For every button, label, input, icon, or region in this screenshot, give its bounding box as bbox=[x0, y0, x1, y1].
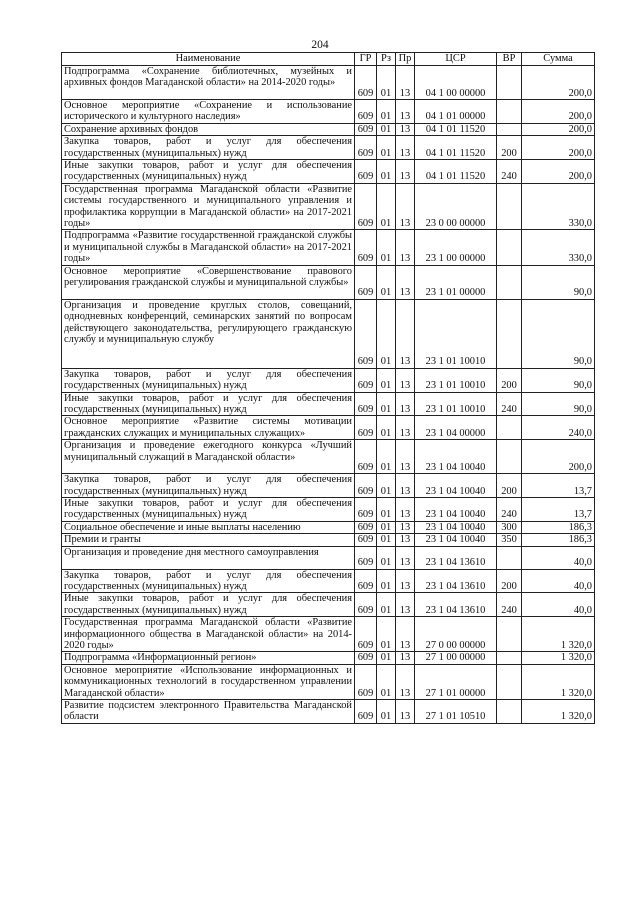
row-pr: 13 bbox=[396, 66, 415, 100]
row-pr: 13 bbox=[396, 569, 415, 593]
header-rz: Рз bbox=[377, 53, 396, 66]
row-pr: 13 bbox=[396, 368, 415, 392]
row-name: Закупка товаров, работ и услуг для обеспечения государственных (муниципальных) нужд bbox=[62, 368, 355, 392]
row-gr: 609 bbox=[355, 100, 377, 124]
row-rz: 01 bbox=[377, 392, 396, 416]
row-vr bbox=[497, 299, 522, 368]
row-name: Премии и гранты bbox=[62, 534, 355, 546]
table-row bbox=[62, 700, 595, 724]
row-vr bbox=[497, 123, 522, 135]
row-vr bbox=[497, 100, 522, 124]
row-rz: 01 bbox=[377, 183, 396, 230]
row-vr: 240 bbox=[497, 593, 522, 617]
row-vr bbox=[497, 416, 522, 440]
row-csr: 23 1 01 10010 bbox=[415, 392, 497, 416]
row-pr: 13 bbox=[396, 497, 415, 521]
row-rz: 01 bbox=[377, 700, 396, 724]
row-pr: 13 bbox=[396, 534, 415, 546]
table-row bbox=[62, 392, 595, 416]
page-number: 204 bbox=[311, 39, 329, 51]
row-gr: 609 bbox=[355, 521, 377, 533]
row-sum: 200,0 bbox=[522, 123, 595, 135]
row-pr: 13 bbox=[396, 136, 415, 160]
row-csr: 04 1 01 00000 bbox=[415, 100, 497, 124]
row-gr: 609 bbox=[355, 440, 377, 474]
row-pr: 13 bbox=[396, 700, 415, 724]
row-sum: 200,0 bbox=[522, 440, 595, 474]
row-pr: 13 bbox=[396, 230, 415, 265]
row-gr: 609 bbox=[355, 123, 377, 135]
row-gr: 609 bbox=[355, 66, 377, 100]
row-gr: 609 bbox=[355, 593, 377, 617]
row-rz: 01 bbox=[377, 416, 396, 440]
row-sum: 90,0 bbox=[522, 368, 595, 392]
row-rz: 01 bbox=[377, 617, 396, 652]
row-gr: 609 bbox=[355, 617, 377, 652]
row-csr: 23 1 04 13610 bbox=[415, 569, 497, 593]
row-rz: 01 bbox=[377, 497, 396, 521]
row-sum: 1 320,0 bbox=[522, 617, 595, 652]
row-csr: 27 1 01 10510 bbox=[415, 700, 497, 724]
row-name: Подпрограмма «Развитие государственной гражданской службы и муниципальной службы в Магаданской области» на 2017-2021 годы» bbox=[62, 230, 355, 265]
row-name: Подпрограмма «Сохранение библиотечных, музейных и архивных фондов Магаданской области» на 2014-2020 годы» bbox=[62, 66, 355, 100]
row-name: Социальное обеспечение и иные выплаты населению bbox=[62, 521, 355, 533]
row-vr bbox=[497, 700, 522, 724]
row-name: Организация и проведение круглых столов, совещаний, однодневных конференций, семинарских занятий по вопросам действующего законодательства, регулирующего гражданскую службу и муниципальную службу bbox=[62, 299, 355, 368]
row-csr: 04 1 01 11520 bbox=[415, 160, 497, 184]
row-csr: 04 1 00 00000 bbox=[415, 66, 497, 100]
header-gr: ГР bbox=[355, 53, 377, 66]
row-pr: 13 bbox=[396, 521, 415, 533]
row-sum: 90,0 bbox=[522, 265, 595, 299]
row-sum: 40,0 bbox=[522, 593, 595, 617]
row-name: Основное мероприятие «Сохранение и использование исторического и культурного наследия» bbox=[62, 100, 355, 124]
row-gr: 609 bbox=[355, 497, 377, 521]
row-vr bbox=[497, 617, 522, 652]
row-pr: 13 bbox=[396, 664, 415, 699]
table-row bbox=[62, 230, 595, 265]
row-pr: 13 bbox=[396, 474, 415, 498]
row-pr: 13 bbox=[396, 160, 415, 184]
row-name: Развитие подсистем электронного Правительства Магаданской области bbox=[62, 700, 355, 724]
header-sum: Сумма bbox=[522, 53, 595, 66]
row-pr: 13 bbox=[396, 265, 415, 299]
row-sum: 1 320,0 bbox=[522, 700, 595, 724]
table-row bbox=[62, 593, 595, 617]
table-row bbox=[62, 136, 595, 160]
row-csr: 04 1 01 11520 bbox=[415, 123, 497, 135]
budget-table bbox=[61, 52, 595, 724]
row-gr: 609 bbox=[355, 299, 377, 368]
table-row bbox=[62, 497, 595, 521]
row-sum: 186,3 bbox=[522, 521, 595, 533]
table-header-row bbox=[62, 53, 595, 66]
row-vr bbox=[497, 66, 522, 100]
row-vr bbox=[497, 546, 522, 569]
header-name: Наименование bbox=[62, 53, 355, 66]
row-pr: 13 bbox=[396, 416, 415, 440]
row-sum: 40,0 bbox=[522, 569, 595, 593]
row-gr: 609 bbox=[355, 230, 377, 265]
row-name: Государственная программа Магаданской области «Развитие системы государственного и муниципального управления и профилактика коррупции в Магаданской области» на 2017-2021 годы» bbox=[62, 183, 355, 230]
table-body bbox=[62, 66, 595, 724]
row-sum: 200,0 bbox=[522, 136, 595, 160]
row-gr: 609 bbox=[355, 183, 377, 230]
row-gr: 609 bbox=[355, 700, 377, 724]
row-vr: 240 bbox=[497, 160, 522, 184]
row-rz: 01 bbox=[377, 546, 396, 569]
row-name: Иные закупки товаров, работ и услуг для обеспечения государственных (муниципальных) нужд bbox=[62, 392, 355, 416]
row-vr bbox=[497, 652, 522, 664]
header-vr: ВР bbox=[497, 53, 522, 66]
table-row bbox=[62, 652, 595, 664]
row-name: Иные закупки товаров, работ и услуг для обеспечения государственных (муниципальных) нужд bbox=[62, 160, 355, 184]
row-pr: 13 bbox=[396, 392, 415, 416]
row-vr: 200 bbox=[497, 474, 522, 498]
table-row bbox=[62, 664, 595, 699]
row-sum: 330,0 bbox=[522, 183, 595, 230]
row-sum: 1 320,0 bbox=[522, 664, 595, 699]
row-gr: 609 bbox=[355, 416, 377, 440]
row-name: Закупка товаров, работ и услуг для обеспечения государственных (муниципальных) нужд bbox=[62, 474, 355, 498]
row-vr bbox=[497, 183, 522, 230]
row-name: Закупка товаров, работ и услуг для обеспечения государственных (муниципальных) нужд bbox=[62, 136, 355, 160]
row-sum: 200,0 bbox=[522, 100, 595, 124]
row-pr: 13 bbox=[396, 183, 415, 230]
row-sum: 90,0 bbox=[522, 392, 595, 416]
table-row bbox=[62, 265, 595, 299]
row-vr: 240 bbox=[497, 497, 522, 521]
row-rz: 01 bbox=[377, 440, 396, 474]
row-rz: 01 bbox=[377, 123, 396, 135]
row-pr: 13 bbox=[396, 123, 415, 135]
table-row bbox=[62, 416, 595, 440]
row-csr: 23 1 01 10010 bbox=[415, 299, 497, 368]
row-rz: 01 bbox=[377, 534, 396, 546]
row-pr: 13 bbox=[396, 546, 415, 569]
row-vr: 200 bbox=[497, 569, 522, 593]
row-sum: 200,0 bbox=[522, 66, 595, 100]
table-row bbox=[62, 617, 595, 652]
row-csr: 27 1 01 00000 bbox=[415, 664, 497, 699]
row-name: Основное мероприятие «Использование информационных и коммуникационных технологий в государственном управлении Магаданской области» bbox=[62, 664, 355, 699]
row-name: Иные закупки товаров, работ и услуг для обеспечения государственных (муниципальных) нужд bbox=[62, 497, 355, 521]
row-rz: 01 bbox=[377, 265, 396, 299]
header-csr: ЦСР bbox=[415, 53, 497, 66]
row-gr: 609 bbox=[355, 136, 377, 160]
table-row bbox=[62, 440, 595, 474]
row-pr: 13 bbox=[396, 617, 415, 652]
table-row bbox=[62, 123, 595, 135]
row-csr: 23 1 01 00000 bbox=[415, 265, 497, 299]
row-csr: 23 0 00 00000 bbox=[415, 183, 497, 230]
row-csr: 23 1 04 10040 bbox=[415, 534, 497, 546]
row-csr: 23 1 04 10040 bbox=[415, 497, 497, 521]
row-pr: 13 bbox=[396, 100, 415, 124]
table-row bbox=[62, 474, 595, 498]
row-name: Подпрограмма «Информационный регион» bbox=[62, 652, 355, 664]
table-row bbox=[62, 100, 595, 124]
row-rz: 01 bbox=[377, 474, 396, 498]
row-pr: 13 bbox=[396, 299, 415, 368]
row-sum: 1 320,0 bbox=[522, 652, 595, 664]
row-sum: 13,7 bbox=[522, 474, 595, 498]
row-vr: 350 bbox=[497, 534, 522, 546]
row-gr: 609 bbox=[355, 664, 377, 699]
row-sum: 240,0 bbox=[522, 416, 595, 440]
row-sum: 200,0 bbox=[522, 160, 595, 184]
row-csr: 23 1 04 10040 bbox=[415, 440, 497, 474]
table-row bbox=[62, 569, 595, 593]
row-csr: 23 1 01 10010 bbox=[415, 368, 497, 392]
row-vr bbox=[497, 265, 522, 299]
row-csr: 23 1 00 00000 bbox=[415, 230, 497, 265]
table-row bbox=[62, 66, 595, 100]
row-gr: 609 bbox=[355, 160, 377, 184]
row-gr: 609 bbox=[355, 652, 377, 664]
row-vr: 300 bbox=[497, 521, 522, 533]
table-row bbox=[62, 368, 595, 392]
row-vr: 240 bbox=[497, 392, 522, 416]
row-csr: 27 1 00 00000 bbox=[415, 652, 497, 664]
table-row bbox=[62, 534, 595, 546]
row-gr: 609 bbox=[355, 546, 377, 569]
row-vr bbox=[497, 440, 522, 474]
row-csr: 23 1 04 10040 bbox=[415, 474, 497, 498]
row-name: Иные закупки товаров, работ и услуг для обеспечения государственных (муниципальных) нужд bbox=[62, 593, 355, 617]
table-row bbox=[62, 183, 595, 230]
row-name: Основное мероприятие «Совершенствование правового регулирования гражданской службы и муниципальной службы» bbox=[62, 265, 355, 299]
row-sum: 330,0 bbox=[522, 230, 595, 265]
row-csr: 23 1 04 10040 bbox=[415, 521, 497, 533]
row-rz: 01 bbox=[377, 66, 396, 100]
row-gr: 609 bbox=[355, 368, 377, 392]
row-rz: 01 bbox=[377, 136, 396, 160]
row-sum: 13,7 bbox=[522, 497, 595, 521]
row-gr: 609 bbox=[355, 474, 377, 498]
row-name: Государственная программа Магаданской области «Развитие информационного общества в Магаданской области» на 2014-2020 годы» bbox=[62, 617, 355, 652]
row-vr bbox=[497, 664, 522, 699]
table-row bbox=[62, 521, 595, 533]
row-rz: 01 bbox=[377, 299, 396, 368]
row-pr: 13 bbox=[396, 593, 415, 617]
row-csr: 23 1 04 13610 bbox=[415, 546, 497, 569]
row-gr: 609 bbox=[355, 265, 377, 299]
row-rz: 01 bbox=[377, 100, 396, 124]
row-csr: 27 0 00 00000 bbox=[415, 617, 497, 652]
row-sum: 40,0 bbox=[522, 546, 595, 569]
header-pr: Пр bbox=[396, 53, 415, 66]
row-gr: 609 bbox=[355, 392, 377, 416]
row-vr bbox=[497, 230, 522, 265]
row-rz: 01 bbox=[377, 593, 396, 617]
row-name: Основное мероприятие «Развитие системы мотивации гражданских служащих и муниципальных служащих» bbox=[62, 416, 355, 440]
row-gr: 609 bbox=[355, 569, 377, 593]
table-row bbox=[62, 299, 595, 368]
row-rz: 01 bbox=[377, 652, 396, 664]
row-name: Организация и проведение дня местного самоуправления bbox=[62, 546, 355, 569]
row-rz: 01 bbox=[377, 230, 396, 265]
row-pr: 13 bbox=[396, 440, 415, 474]
table-row bbox=[62, 160, 595, 184]
table-row bbox=[62, 546, 595, 569]
row-rz: 01 bbox=[377, 368, 396, 392]
row-gr: 609 bbox=[355, 534, 377, 546]
row-csr: 04 1 01 11520 bbox=[415, 136, 497, 160]
row-rz: 01 bbox=[377, 521, 396, 533]
row-rz: 01 bbox=[377, 664, 396, 699]
row-csr: 23 1 04 13610 bbox=[415, 593, 497, 617]
row-name: Организация и проведение ежегодного конкурса «Лучший муниципальный служащий в Магаданской области» bbox=[62, 440, 355, 474]
row-sum: 186,3 bbox=[522, 534, 595, 546]
row-name: Сохранение архивных фондов bbox=[62, 123, 355, 135]
row-csr: 23 1 04 00000 bbox=[415, 416, 497, 440]
row-rz: 01 bbox=[377, 160, 396, 184]
row-name: Закупка товаров, работ и услуг для обеспечения государственных (муниципальных) нужд bbox=[62, 569, 355, 593]
row-rz: 01 bbox=[377, 569, 396, 593]
row-vr: 200 bbox=[497, 368, 522, 392]
row-vr: 200 bbox=[497, 136, 522, 160]
row-pr: 13 bbox=[396, 652, 415, 664]
row-sum: 90,0 bbox=[522, 299, 595, 368]
